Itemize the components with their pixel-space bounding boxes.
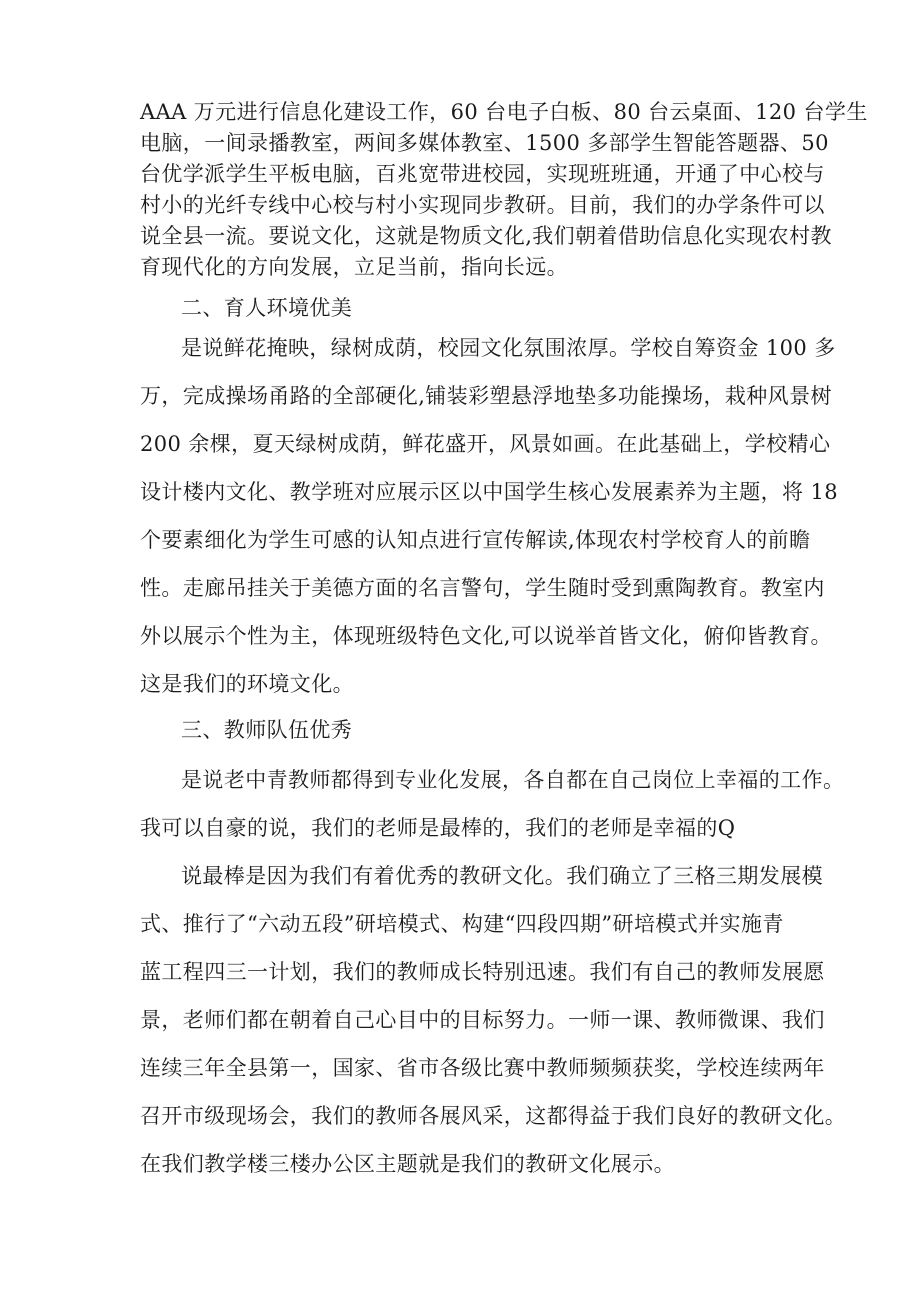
text-line: 说全县一流。要说文化，这就是物质文化,我们朝着借助信息化实现农村教: [140, 224, 832, 248]
text-line: 景，老师们都在朝着自己心目中的目标努力。一师一课、教师微课、我们: [140, 1008, 825, 1032]
text-line: 是说老中青教师都得到专业化发展，各自都在自己岗位上幸福的工作。: [181, 768, 845, 792]
text-line: 这是我们的环境文化。: [140, 672, 354, 696]
text-line: 设计楼内文化、教学班对应展示区以中国学生核心发展素养为主题，将 18: [140, 480, 838, 504]
text-line: 我可以自豪的说，我们的老师是最棒的，我们的老师是幸福的Q: [140, 816, 736, 840]
text-line: 在我们教学楼三楼办公区主题就是我们的教研文化展示。: [140, 1152, 675, 1176]
section-heading-environment: 二、育人环境优美: [181, 296, 353, 320]
text-line: 连续三年全县第一，国家、省市各级比赛中教师频频获奖，学校连续两年: [140, 1056, 825, 1080]
text-line: 200 余棵，夏天绿树成荫，鲜花盛开，风景如画。在此基础上，学校精心: [140, 432, 831, 456]
text-line: 性。走廊吊挂关于美德方面的名言警句，学生随时受到熏陶教育。教室内: [140, 576, 825, 600]
text-line: 个要素细化为学生可感的认知点进行宣传解读,体现农村学校育人的前瞻: [140, 528, 811, 552]
text-line: 电脑，一间录播教室，两间多媒体教室、1500 多部学生智能答题器、50: [140, 131, 829, 155]
text-line: 是说鲜花掩映，绿树成荫，校园文化氛围浓厚。学校自筹资金 100 多: [181, 336, 836, 360]
text-line: 育现代化的方向发展，立足当前，指向长远。: [140, 255, 568, 279]
text-line: 外以展示个性为主，体现班级特色文化,可以说举首皆文化，俯仰皆教育。: [140, 624, 832, 648]
text-line: 式、推行了“六动五段”研培模式、构建“四段四期”研培模式并实施青: [140, 912, 784, 936]
text-line: 万，完成操场甬路的全部硬化,铺装彩塑悬浮地垫多功能操场，栽种风景树: [140, 384, 832, 408]
text-line: 蓝工程四三一计划，我们的教师成长特别迅速。我们有自己的教师发展愿: [140, 960, 825, 984]
text-line: 台优学派学生平板电脑，百兆宽带进校园，实现班班通，开通了中心校与: [140, 162, 825, 186]
section-heading-teachers: 三、教师队伍优秀: [181, 718, 353, 742]
text-line: 说最棒是因为我们有着优秀的教研文化。我们确立了三格三期发展模: [181, 864, 823, 888]
text-line: 召开市级现场会，我们的教师各展风采，这都得益于我们良好的教研文化。: [140, 1104, 847, 1128]
text-line: AAA 万元进行信息化建设工作，60 台电子白板、80 台云桌面、120 台学生: [140, 100, 868, 124]
text-line: 村小的光纤专线中心校与村小实现同步教研。目前，我们的办学条件可以: [140, 193, 825, 217]
